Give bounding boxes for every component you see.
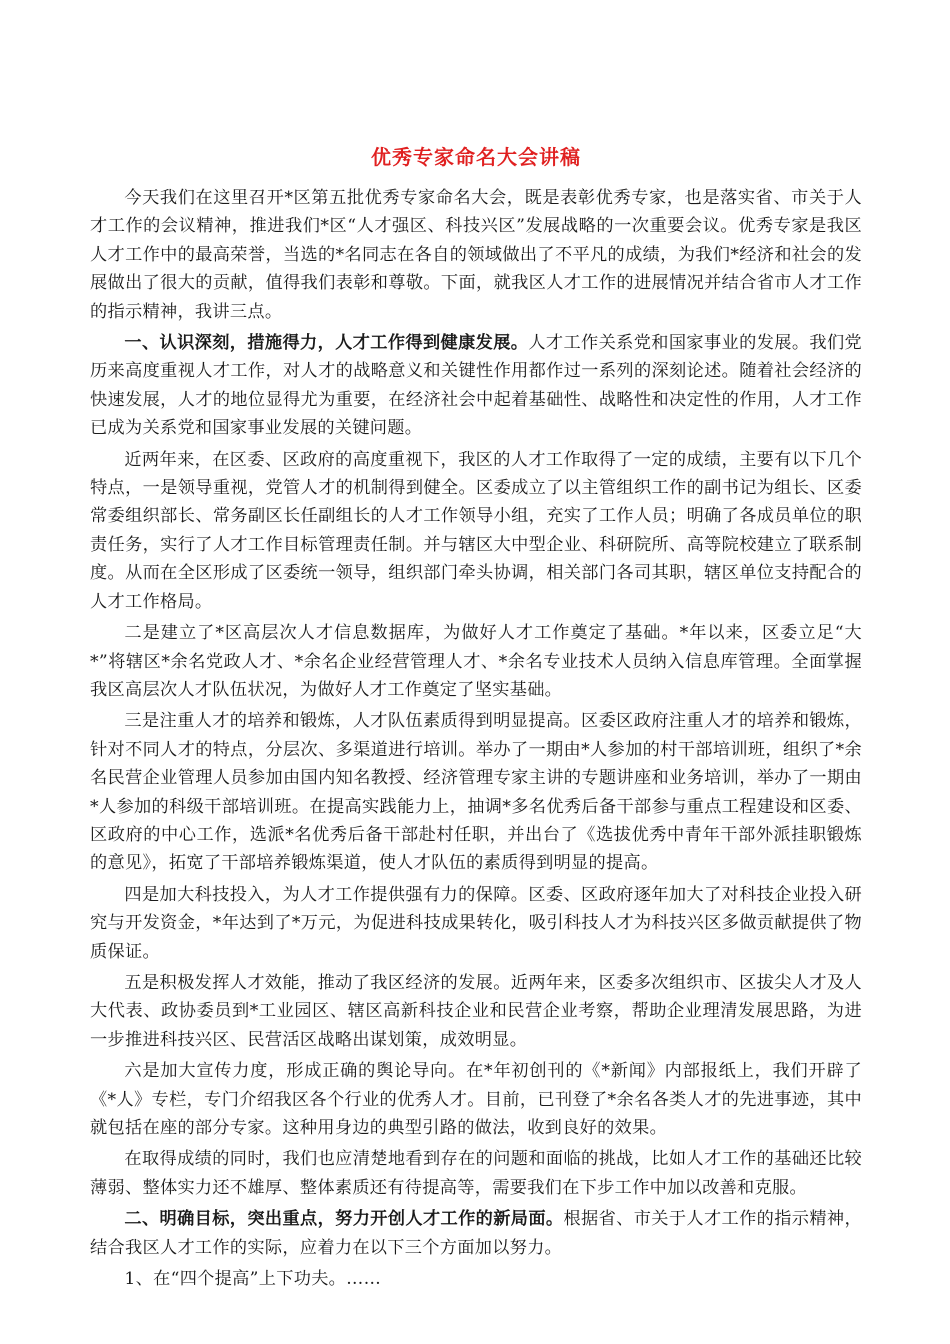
paragraph [90, 881, 862, 966]
paragraph-text: 1、在“四个提高”上下功夫。…… [124, 1269, 382, 1290]
paragraph [90, 707, 862, 877]
paragraph [90, 619, 862, 704]
paragraph [90, 1145, 862, 1202]
paragraph [90, 1205, 862, 1262]
document-body [90, 184, 862, 1293]
paragraph-text: 根据省、市关于人才工作的指示精神，结合我区人才工作的实际，应着力在以下三个方面加以努力。 [90, 1209, 862, 1258]
paragraph [90, 969, 862, 1054]
paragraph-text: 三是注重人才的培养和锻炼，人才队伍素质得到明显提高。区委区政府注重人才的培养和锻炼，针对不同人才的特点，分层次、多渠道进行培训。举办了一期由*人参加的村干部培训班，组织了*余名民营企业管理人员参加由国内知名教授、经济管理专家主讲的专题讲座和业务培训，举办了一期由*人参加的科级干部培训班。在提高实践能力上，抽调*多名优秀后备干部参与重点工程建设和区委、区政府的中心工作，选派*名优秀后备干部赴村任职，并出台了《选拔优秀中青年干部外派挂职锻炼的意见》，拓宽了干部培养锻炼渠道，使人才队伍的素质得到明显的提高。 [90, 711, 862, 874]
paragraph-heading: 一、认识深刻，措施得力，人才工作得到健康发展。 [124, 333, 529, 354]
paragraph-text: 四是加大科技投入，为人才工作提供强有力的保障。区委、区政府逐年加大了对科技企业投入研究与开发资金，*年达到了*万元，为促进科技成果转化，吸引科技人才为科技兴区多做贡献提供了物质保证。 [90, 884, 862, 962]
document-page [90, 140, 862, 1296]
paragraph [90, 329, 862, 443]
paragraph-text: 今天我们在这里召开*区第五批优秀专家命名大会，既是表彰优秀专家，也是落实省、市关于人才工作的会议精神，推进我们*区“人才强区、科技兴区”发展战略的一次重要会议。优秀专家是我区人才工作中的最高荣誉，当选的*名同志在各自的领域做出了不平凡的成绩，为我们*经济和社会的发展做出了很大的贡献，值得我们表彰和尊敬。下面，就我区人才工作的进展情况并结合省市人才工作的指示精神，我讲三点。 [90, 188, 862, 322]
document-title: 优秀专家命名大会讲稿 [371, 145, 581, 169]
paragraph-text: 二是建立了*区高层次人才信息数据库，为做好人才工作奠定了基础。*年以来，区委立足“大*”将辖区*余名党政人才、*余名企业经营管理人才、*余名专业技术人员纳入信息库管理。全面掌握我区高层次人才队伍状况，为做好人才工作奠定了坚实基础。 [90, 623, 862, 700]
paragraph-heading: 二、明确目标，突出重点，努力开创人才工作的新局面。 [124, 1209, 564, 1230]
paragraph-text: 近两年来，在区委、区政府的高度重视下，我区的人才工作取得了一定的成绩，主要有以下几个特点，一是领导重视，党管人才的机制得到健全。区委成立了以主管组织工作的副书记为组长、区委常委组织部长、常务副区长任副组长的人才工作领导小组，充实了工作人员；明确了各成员单位的职责任务，实行了人才工作目标管理责任制。并与辖区大中型企业、科研院所、高等院校建立了联系制度。从而在全区形成了区委统一领导，组织部门牵头协调，相关部门各司其职，辖区单位支持配合的人才工作格局。 [90, 449, 862, 612]
paragraph-text: 在取得成绩的同时，我们也应清楚地看到存在的问题和面临的挑战，比如人才工作的基础还比较薄弱、整体实力还不雄厚、整体素质还有待提高等，需要我们在下步工作中加以改善和克服。 [90, 1149, 862, 1198]
paragraph [90, 1057, 862, 1142]
paragraph [90, 1265, 862, 1293]
paragraph [90, 446, 862, 616]
paragraph [90, 184, 862, 326]
paragraph-text: 人才工作关系党和国家事业的发展。我们党历来高度重视人才工作，对人才的战略意义和关键性作用都作过一系列的深刻论述。随着社会经济的快速发展，人才的地位显得尤为重要，在经济社会中起着基础性、战略性和决定性的作用，人才工作已成为关系党和国家事业发展的关键问题。 [90, 333, 862, 439]
paragraph-text: 六是加大宣传力度，形成正确的舆论导向。在*年初创刊的《*新闻》内部报纸上，我们开辟了《*人》专栏，专门介绍我区各个行业的优秀人才。目前，已刊登了*余名各类人才的先进事迹，其中就包括在座的部分专家。这种用身边的典型引路的做法，收到良好的效果。 [90, 1061, 862, 1138]
paragraph-text: 五是积极发挥人才效能，推动了我区经济的发展。近两年来，区委多次组织市、区拔尖人才及人大代表、政协委员到*工业园区、辖区高新科技企业和民营企业考察，帮助企业理清发展思路，为进一步推进科技兴区、民营活区战略出谋划策，成效明显。 [90, 972, 862, 1050]
